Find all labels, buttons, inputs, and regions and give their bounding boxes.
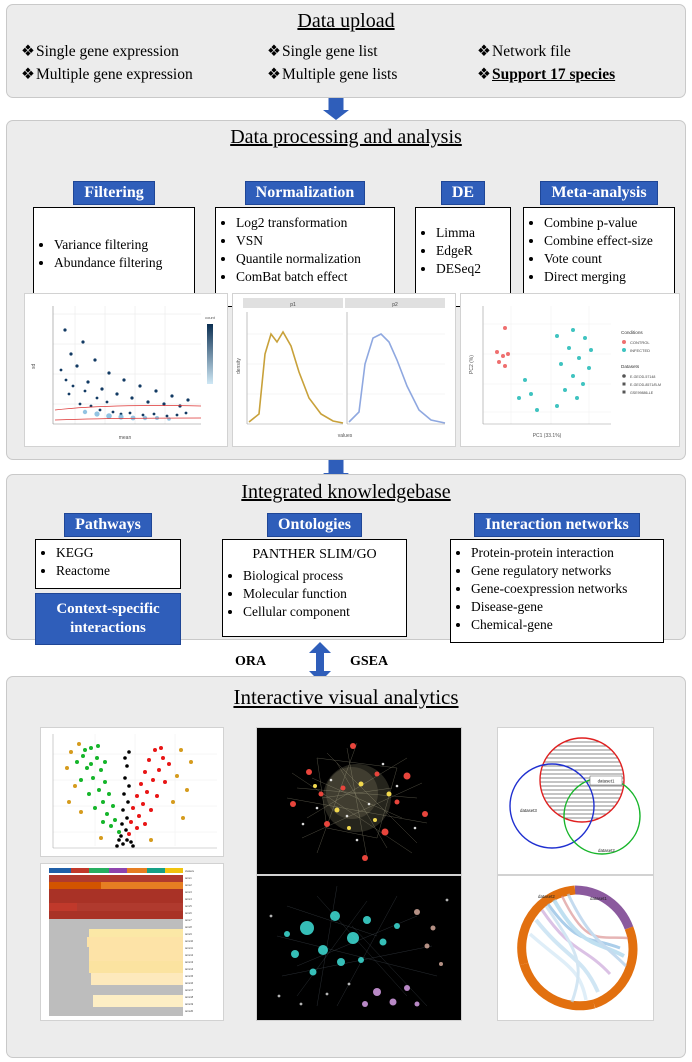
de-items <box>416 224 510 277</box>
svg-text:dataset2: dataset2 <box>538 894 555 899</box>
svg-text:term16: term16 <box>185 982 194 985</box>
ontologies-header: Ontologies <box>267 513 362 537</box>
list-item: • Reactome <box>56 562 180 579</box>
knowledgebase-title: Integrated knowledgebase <box>241 481 451 503</box>
distribution-density-plots <box>232 293 456 447</box>
list-item: • Gene-coexpression networks <box>471 580 663 597</box>
upload-column-2 <box>267 42 397 85</box>
density-scatter-plot <box>24 293 228 447</box>
pathways-items <box>36 544 180 579</box>
svg-text:sd: sd <box>31 363 37 369</box>
svg-text:term7: term7 <box>185 919 192 922</box>
svg-text:term2: term2 <box>185 884 192 887</box>
list-item: ❖Multiple gene expression <box>21 66 193 83</box>
svg-text:density: density <box>236 358 242 374</box>
list-item: • Molecular function <box>243 585 406 602</box>
chord-diagram <box>497 875 654 1021</box>
de-header: DE <box>441 181 485 205</box>
heatmap <box>40 863 224 1021</box>
chord-svg <box>498 876 653 1020</box>
diamond-bullet-icon: ❖ <box>477 66 491 83</box>
heatmap-svg <box>41 864 223 1020</box>
ontologies-card <box>222 513 407 637</box>
svg-text:dataset3: dataset3 <box>520 808 537 813</box>
svg-text:term11: term11 <box>185 947 193 950</box>
svg-text:term5: term5 <box>185 905 192 908</box>
data-processing-panel <box>6 120 686 460</box>
data-upload-panel <box>6 4 686 98</box>
interaction-networks-items <box>451 544 663 633</box>
svg-text:term18: term18 <box>185 996 194 999</box>
svg-text:term4: term4 <box>185 898 192 901</box>
knowledgebase-panel <box>6 474 686 640</box>
upload-column-3 <box>477 42 615 85</box>
svg-text:PC1 (33.1%): PC1 (33.1%) <box>532 433 562 439</box>
svg-text:CONTROL: CONTROL <box>630 340 650 345</box>
svg-text:term20: term20 <box>185 1010 194 1013</box>
svg-text:mean: mean <box>118 435 132 441</box>
ontologies-subtitle: PANTHER SLIM/GO <box>252 547 377 562</box>
list-item: • Vote count <box>544 250 674 267</box>
gsea-label: GSEA <box>350 654 389 669</box>
pathways-header: Pathways <box>64 513 152 537</box>
filtering-card <box>33 181 195 307</box>
ontologies-items <box>223 567 406 620</box>
svg-text:p2: p2 <box>392 302 398 308</box>
svg-text:clusters: clusters <box>185 870 194 873</box>
svg-text:term13: term13 <box>185 961 194 964</box>
volcano-plot <box>40 727 224 857</box>
svg-text:term10: term10 <box>185 940 194 943</box>
network-graph-top <box>256 727 462 875</box>
list-item: • EdgeR <box>436 242 510 259</box>
list-item: • Log2 transformation <box>236 214 394 231</box>
list-item: ❖Network file <box>477 43 571 60</box>
diamond-bullet-icon: ❖ <box>21 43 35 60</box>
svg-text:INFECTED: INFECTED <box>630 348 650 353</box>
pca-scatter-plot <box>460 293 680 447</box>
diamond-bullet-icon: ❖ <box>267 66 281 83</box>
list-item: • Combine p-value <box>544 214 674 231</box>
meta-analysis-header: Meta-analysis <box>540 181 657 205</box>
list-item: • DESeq2 <box>436 260 510 277</box>
arrow-upload-to-processing <box>316 98 356 120</box>
list-item: • Disease-gene <box>471 598 663 615</box>
venn-svg <box>498 728 653 874</box>
svg-text:Datasets: Datasets <box>621 364 640 369</box>
pathways-card <box>35 513 181 645</box>
normalization-items <box>216 214 394 285</box>
svg-text:term15: term15 <box>185 975 194 978</box>
ora-gsea-connector <box>225 644 465 680</box>
svg-text:PC2 (%): PC2 (%) <box>469 355 475 374</box>
svg-text:term12: term12 <box>185 954 194 957</box>
svg-text:term17: term17 <box>185 989 194 992</box>
svg-text:term9: term9 <box>185 933 192 936</box>
svg-text:E-GEOD-8571/B-M: E-GEOD-8571/B-M <box>630 383 661 387</box>
list-item: • Direct merging <box>544 268 674 285</box>
normalization-card <box>215 181 395 307</box>
list-item: • Limma <box>436 224 510 241</box>
svg-text:GSE99886-LE: GSE99886-LE <box>630 391 654 395</box>
de-card <box>415 181 511 307</box>
list-item: ❖Single gene list <box>267 43 378 60</box>
filtering-header: Filtering <box>73 181 155 205</box>
venn-diagram <box>497 727 654 875</box>
network-graph-bottom <box>256 875 462 1021</box>
list-item: ❖Support 17 species <box>477 66 616 83</box>
volcano-svg <box>41 728 223 856</box>
network-bottom-svg <box>257 876 461 1020</box>
meta-analysis-card <box>523 181 675 307</box>
normalization-header: Normalization <box>245 181 366 205</box>
list-item: • Variance filtering <box>54 236 194 253</box>
diamond-bullet-icon: ❖ <box>477 43 491 60</box>
svg-text:E-GEOD-57148: E-GEOD-57148 <box>630 375 656 379</box>
analytics-title: Interactive visual analytics <box>233 685 459 709</box>
list-item: • ComBat batch effect <box>236 268 394 285</box>
svg-text:term1: term1 <box>185 877 192 880</box>
svg-text:term3: term3 <box>185 891 192 894</box>
density-plots-svg <box>233 294 455 446</box>
list-item: • Abundance filtering <box>54 254 194 271</box>
meta-analysis-items <box>524 214 674 285</box>
analytics-panel <box>6 676 686 1058</box>
context-specific-interactions-chip: Context-specific interactions <box>35 593 181 645</box>
svg-text:count: count <box>205 315 215 320</box>
processing-title: Data processing and analysis <box>230 126 462 148</box>
upload-column-1 <box>21 42 193 85</box>
list-item: • Cellular component <box>243 603 406 620</box>
list-item: ❖Multiple gene lists <box>267 66 398 83</box>
svg-text:Conditions: Conditions <box>621 330 643 335</box>
svg-text:dataset2: dataset2 <box>598 848 615 853</box>
pca-svg <box>461 294 679 446</box>
data-upload-title: Data upload <box>297 10 395 32</box>
list-item: ❖Single gene expression <box>21 43 179 60</box>
list-item: • Combine effect-size <box>544 232 674 249</box>
list-item: • Gene regulatory networks <box>471 562 663 579</box>
svg-text:term19: term19 <box>185 1003 194 1006</box>
interaction-networks-header: Interaction networks <box>474 513 640 537</box>
list-item: • Chemical-gene <box>471 616 663 633</box>
network-top-svg <box>257 728 461 874</box>
list-item: • Biological process <box>243 567 406 584</box>
diamond-bullet-icon: ❖ <box>267 43 281 60</box>
svg-text:dataset1: dataset1 <box>597 778 615 784</box>
svg-text:dataset1: dataset1 <box>590 896 607 901</box>
svg-text:term14: term14 <box>185 968 194 971</box>
filtering-items <box>34 236 194 271</box>
diamond-bullet-icon: ❖ <box>21 66 35 83</box>
ora-label: ORA <box>235 654 267 669</box>
svg-text:p1: p1 <box>290 302 296 308</box>
svg-text:term8: term8 <box>185 926 192 929</box>
list-item: • KEGG <box>56 544 180 561</box>
density-scatter-svg <box>25 294 227 446</box>
list-item: • Quantile normalization <box>236 250 394 267</box>
interaction-networks-card <box>450 513 664 643</box>
svg-text:values: values <box>337 433 353 439</box>
list-item: • Protein-protein interaction <box>471 544 663 561</box>
svg-text:term6: term6 <box>185 912 192 915</box>
list-item: • VSN <box>236 232 394 249</box>
